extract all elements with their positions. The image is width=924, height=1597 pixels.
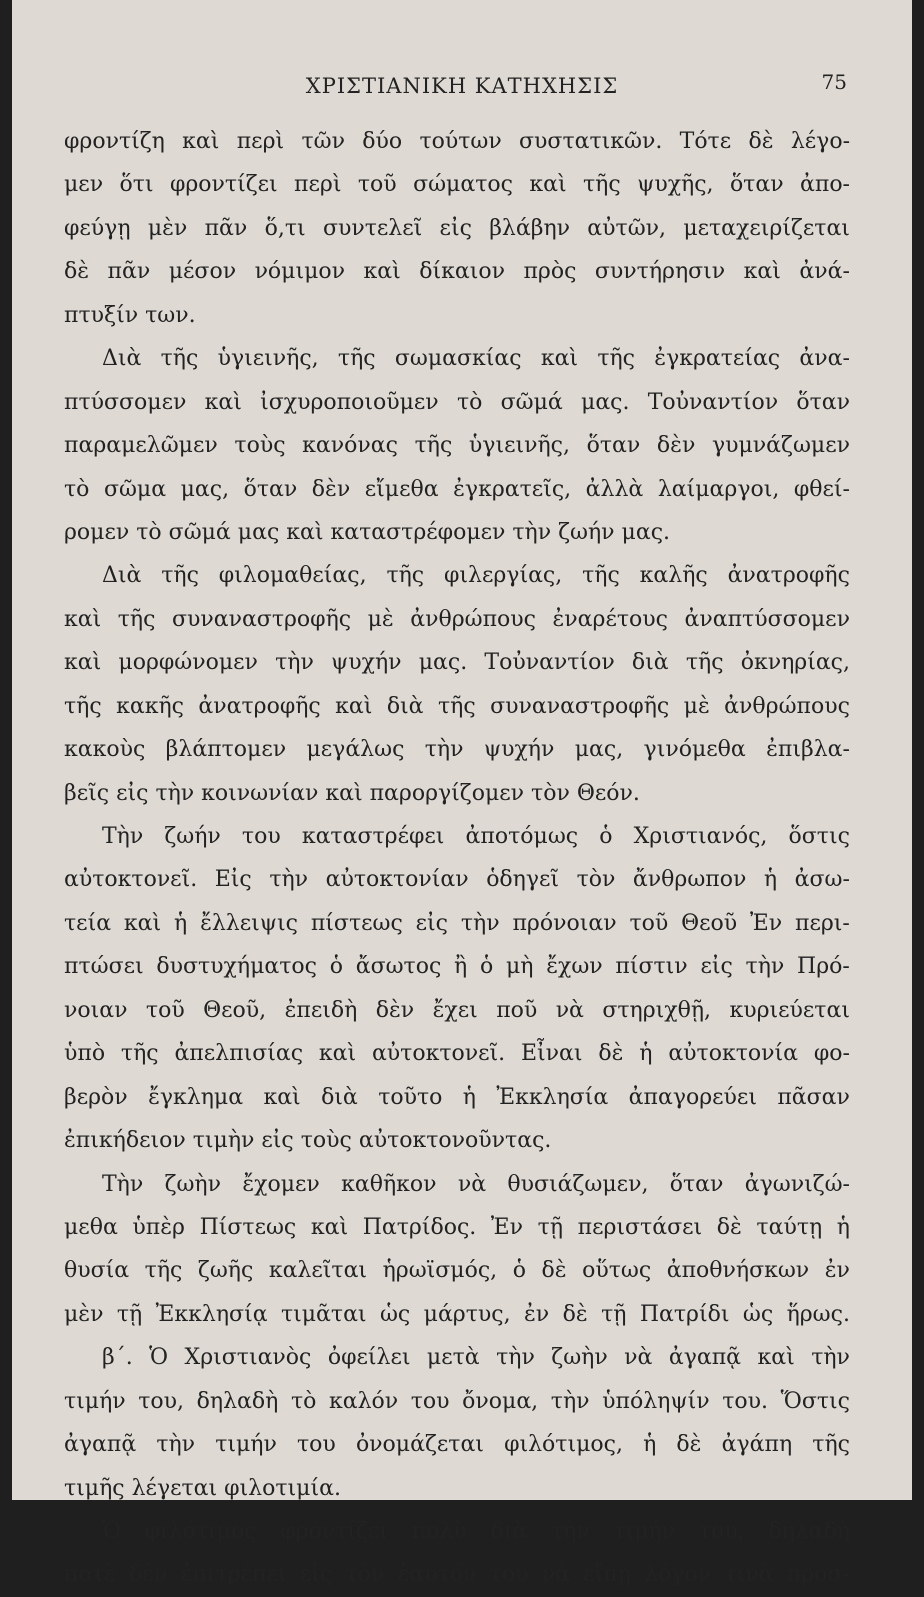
- text-line: δὲ πᾶν μέσον νόμιμον καὶ δίκαιον πρὸς συντήρησιν καὶ ἀνά-: [64, 259, 850, 285]
- text-line: τῆς κακῆς ἀνατροφῆς καὶ διὰ τῆς συναναστροφῆς μὲ ἀνθρώπους: [64, 693, 850, 719]
- running-title: ΧΡΙΣΤΙΑΝΙΚΗ ΚΑΤΗΧΗΣΙΣ: [305, 74, 619, 98]
- text-line: παραμελῶμεν τοὺς κανόνας τῆς ὑγιεινῆς, ὅταν δὲν γυμνάζωμεν: [64, 433, 850, 459]
- text-line: Τὴν ζωήν του καταστρέφει ἀποτόμως ὁ Χριστιανός, ὅστις: [102, 824, 850, 849]
- text-line: πτυξίν των.: [64, 302, 196, 328]
- text-line: Διὰ τῆς ὑγιεινῆς, τῆς σωμασκίας καὶ τῆς ἐγκρατείας ἀνα-: [102, 346, 850, 372]
- text-line: φεύγῃ μὲν πᾶν ὅ,τι συντελεῖ εἰς βλάβην αὐτῶν, μεταχειρίζεται: [64, 215, 850, 241]
- text-line: ὑπὸ τῆς ἀπελπισίας καὶ αὐτοκτονεῖ. Εἶναι δὲ ἡ αὐτοκτονία φο-: [64, 1041, 850, 1067]
- page-number: 75: [821, 70, 847, 94]
- text-line: καὶ μορφώνομεν τὴν ψυχήν μας. Τοὐναντίον διὰ τῆς ὀκνηρίας,: [64, 650, 850, 676]
- text-line: ρομεν τὸ σῶμά μας καὶ καταστρέφομεν τὴν ζωήν μας.: [64, 519, 671, 545]
- text-line: ἀγαπᾷ τὴν τιμήν του ὀνομάζεται φιλότιμος, ἡ δὲ ἀγάπη τῆς: [64, 1432, 850, 1458]
- text-line: μεν ὅτι φροντίζει περὶ τοῦ σώματος καὶ τῆς ψυχῆς, ὅταν ἀπο-: [64, 172, 850, 198]
- text-line: β΄. Ὁ Χριστιανὸς ὀφείλει μετὰ τὴν ζωὴν νὰ ἀγαπᾷ καὶ τὴν: [102, 1345, 850, 1371]
- text-line: πτύσσομεν καὶ ἰσχυροποιοῦμεν τὸ σῶμά μας. Τοὐναντίον ὅταν: [64, 389, 850, 415]
- text-line: ποτὲ δὲν ἐπιτρέπει εἰς τὸν ἑαυτόν του νὰ εἴπῃ λόγον τινὰ προσ-: [64, 1562, 850, 1588]
- text-line: κακοὺς βλάπτομεν μεγάλως τὴν ψυχήν μας, γινόμεθα ἐπιβλα-: [64, 737, 850, 763]
- book-page: [12, 0, 912, 1588]
- text-line: Ὁ φιλότιμος φροντίζει πολὺ διὰ τὴν τιμήν του, δηλαδὴ: [102, 1519, 850, 1544]
- text-line: τιμῆς λέγεται φιλοτιμία.: [64, 1475, 341, 1501]
- text-line: βεῖς εἰς τὴν κοινωνίαν καὶ παροργίζομεν τὸν Θεόν.: [64, 780, 640, 806]
- text-line: τὸ σῶμα μας, ὅταν δὲν εἴμεθα ἐγκρατεῖς, ἀλλὰ λαίμαργοι, φθεί-: [64, 476, 850, 502]
- text-line: μὲν τῇ Ἐκκλησίᾳ τιμᾶται ὡς μάρτυς, ἐν δὲ τῇ Πατρίδι ὡς ἥρως.: [64, 1301, 850, 1327]
- text-line: θυσία τῆς ζωῆς καλεῖται ἡρωϊσμός, ὁ δὲ οὕτως ἀποθνήσκων ἐν: [64, 1258, 850, 1284]
- text-line: τεία καὶ ἡ ἔλλειψις πίστεως εἰς τὴν πρόνοιαν τοῦ Θεοῦ Ἐν περι-: [64, 910, 850, 936]
- text-line: τιμήν του, δηλαδὴ τὸ καλόν του ὄνομα, τὴν ὑπόληψίν του. Ὅστις: [64, 1388, 850, 1414]
- text-line: πτώσει δυστυχήματος ὁ ἄσωτος ἢ ὁ μὴ ἔχων πίστιν εἰς τὴν Πρό-: [64, 954, 850, 980]
- text-line: Τὴν ζωὴν ἔχομεν καθῆκον νὰ θυσιάζωμεν, ὅταν ἀγωνιζώ-: [102, 1171, 850, 1197]
- page-header: [12, 68, 912, 108]
- text-line: μεθα ὑπὲρ Πίστεως καὶ Πατρίδος. Ἐν τῇ περιστάσει δὲ ταύτῃ ἡ: [64, 1214, 850, 1240]
- text-line: καὶ τῆς συναναστροφῆς μὲ ἀνθρώπους ἐναρέτους ἀναπτύσσομεν: [64, 606, 850, 632]
- body-text: [64, 120, 850, 1597]
- text-line: ἐπικήδειον τιμὴν εἰς τοὺς αὐτοκτονοῦντας.: [64, 1128, 552, 1154]
- text-line: νοιαν τοῦ Θεοῦ, ἐπειδὴ δὲν ἔχει ποῦ νὰ στηριχθῇ, κυριεύεται: [64, 997, 850, 1023]
- text-line: βερὸν ἔγκλημα καὶ διὰ τοῦτο ἡ Ἐκκλησία ἀπαγορεύει πᾶσαν: [64, 1084, 850, 1110]
- text-line: Διὰ τῆς φιλομαθείας, τῆς φιλεργίας, τῆς καλῆς ἀνατροφῆς: [102, 563, 850, 589]
- text-line: φροντίζη καὶ περὶ τῶν δύο τούτων συστατικῶν. Τότε δὲ λέγο-: [64, 129, 850, 154]
- text-line: αὐτοκτονεῖ. Εἰς τὴν αὐτοκτονίαν ὁδηγεῖ τὸν ἄνθρωπον ἡ ἀσω-: [64, 867, 850, 893]
